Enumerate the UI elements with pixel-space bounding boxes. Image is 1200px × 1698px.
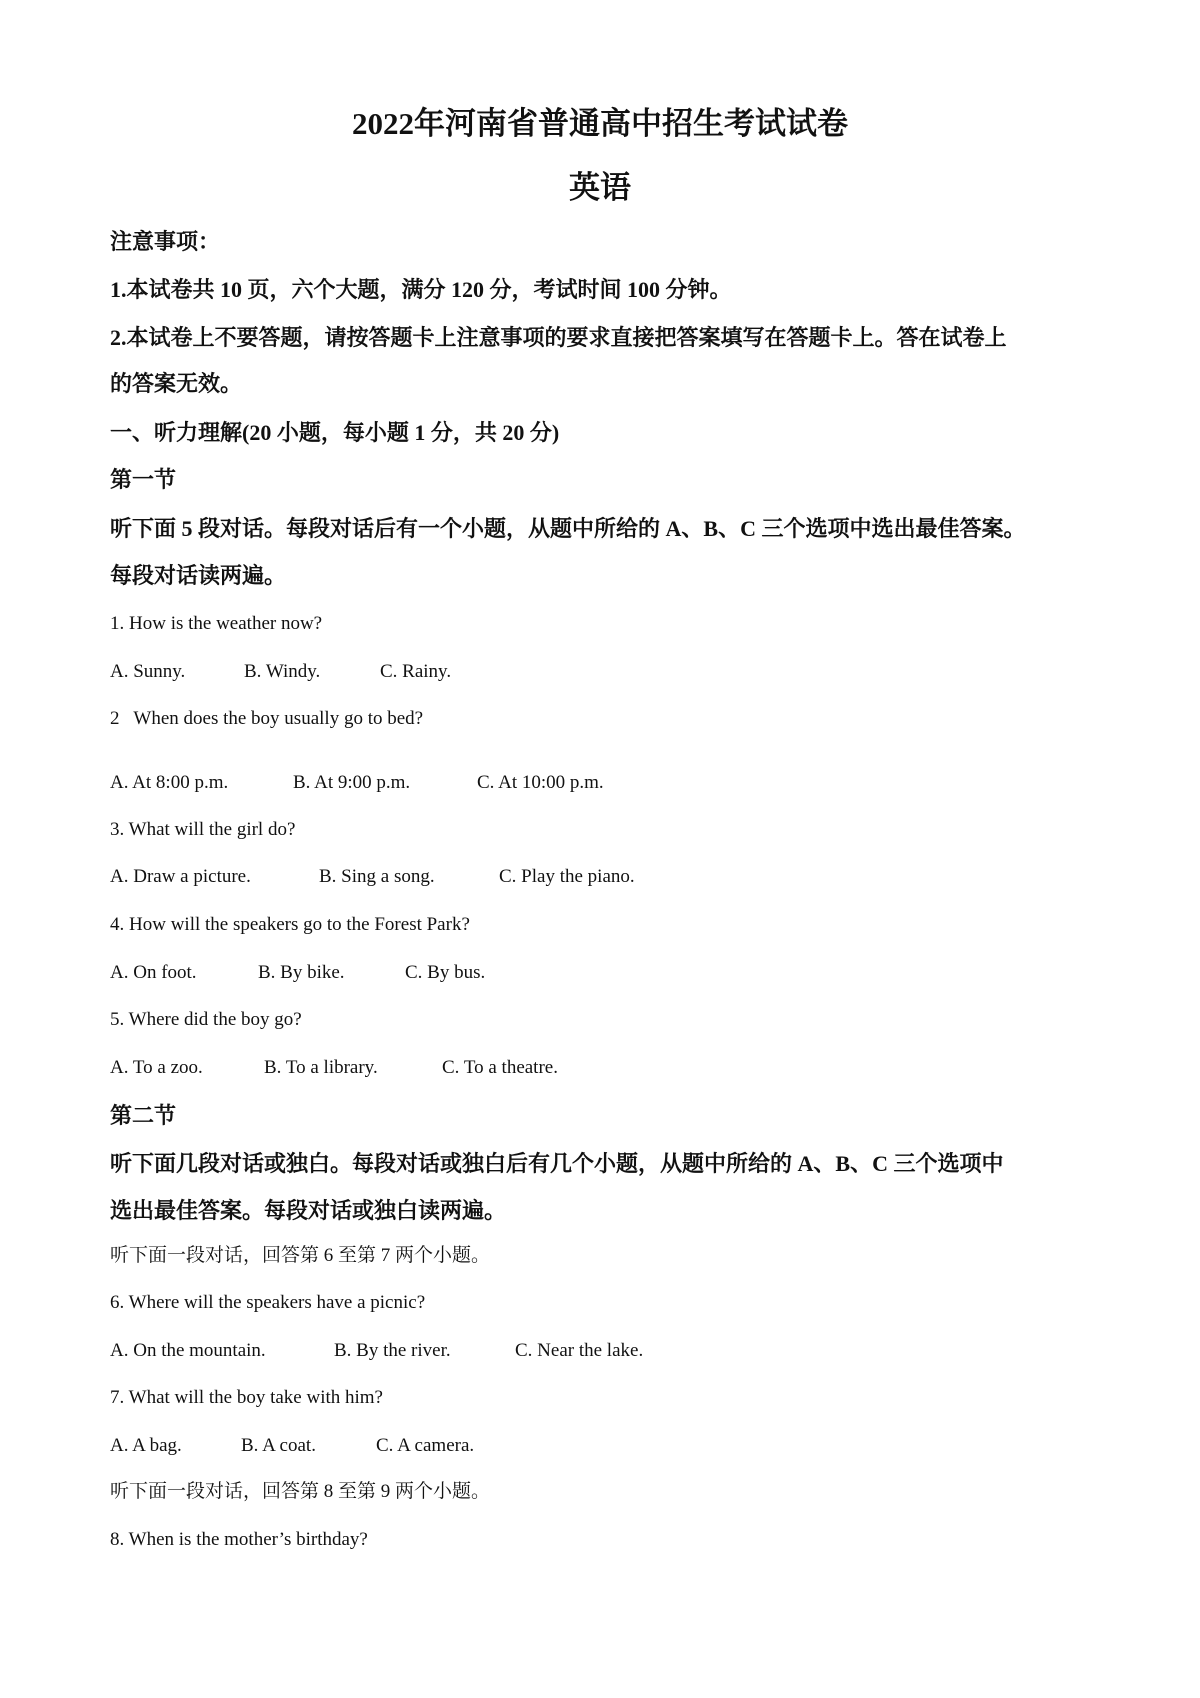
section1-title: 第一节 bbox=[110, 467, 177, 492]
question-7-options bbox=[110, 1433, 1110, 1459]
question-8: 8. When is the mother’s birthday? bbox=[110, 1529, 368, 1550]
question-5: 5. Where did the boy go? bbox=[110, 1009, 302, 1030]
option-b: B. At 9:00 p.m. bbox=[293, 772, 411, 793]
question-1: 1. How is the weather now? bbox=[110, 613, 323, 634]
option-a: A. On foot. bbox=[110, 962, 197, 983]
option-c: C. Rainy. bbox=[380, 661, 452, 682]
question-6-options bbox=[110, 1338, 1110, 1364]
exam-title: 2022年河南省普通高中招生考试试卷 bbox=[352, 106, 848, 141]
option-a: A. On the mountain. bbox=[110, 1340, 266, 1361]
option-b: B. A coat. bbox=[241, 1435, 316, 1456]
dialog-note-6-7: 听下面一段对话，回答第 6 至第 7 两个小题。 bbox=[110, 1245, 491, 1266]
option-c: C. Play the piano. bbox=[499, 866, 635, 887]
note-item-2-cont: 的答案无效。 bbox=[110, 371, 243, 396]
note-item-1: 1.本试卷共 10 页，六个大题，满分 120 分，考试时间 100 分钟。 bbox=[110, 277, 732, 302]
option-a: A. Sunny. bbox=[110, 661, 186, 682]
option-a: A. A bag. bbox=[110, 1435, 182, 1456]
subject-title: 英语 bbox=[569, 170, 631, 205]
question-4-options bbox=[110, 960, 1110, 986]
option-a: A. At 8:00 p.m. bbox=[110, 772, 229, 793]
section1-instructions-cont: 每段对话读两遍。 bbox=[110, 563, 287, 588]
question-1-options bbox=[110, 659, 1110, 685]
option-c: C. At 10:00 p.m. bbox=[477, 772, 604, 793]
section1-instructions: 听下面 5 段对话。每段对话后有一个小题，从题中所给的 A、B、C 三个选项中选出最佳答案。 bbox=[110, 516, 1026, 541]
option-b: B. To a library. bbox=[264, 1057, 378, 1078]
note-item-2: 2.本试卷上不要答题，请按答题卡上注意事项的要求直接把答案填写在答题卡上。答在试卷上 bbox=[110, 325, 1007, 350]
notes-heading: 注意事项： bbox=[110, 229, 221, 254]
question-3: 3. What will the girl do? bbox=[110, 819, 296, 840]
section2-title: 第二节 bbox=[110, 1103, 177, 1128]
option-c: C. Near the lake. bbox=[515, 1340, 644, 1361]
option-c: C. To a theatre. bbox=[442, 1057, 558, 1078]
option-c: C. A camera. bbox=[376, 1435, 475, 1456]
option-a: A. To a zoo. bbox=[110, 1057, 203, 1078]
option-b: B. Windy. bbox=[244, 661, 321, 682]
question-4: 4. How will the speakers go to the Forest Park? bbox=[110, 914, 470, 935]
dialog-note-8-9: 听下面一段对话，回答第 8 至第 9 两个小题。 bbox=[110, 1481, 491, 1502]
question-7: 7. What will the boy take with him? bbox=[110, 1387, 383, 1408]
part-heading: 一、听力理解(20 小题，每小题 1 分，共 20 分) bbox=[110, 420, 560, 445]
question-6: 6. Where will the speakers have a picnic? bbox=[110, 1292, 426, 1313]
option-b: B. By the river. bbox=[334, 1340, 451, 1361]
question-2: 2 When does the boy usually go to bed? bbox=[110, 708, 424, 729]
question-3-options bbox=[110, 864, 1110, 890]
question-5-options bbox=[110, 1055, 1110, 1081]
option-b: B. By bike. bbox=[258, 962, 345, 983]
section2-instructions-cont: 选出最佳答案。每段对话或独白读两遍。 bbox=[110, 1198, 507, 1223]
option-c: C. By bus. bbox=[405, 962, 486, 983]
option-b: B. Sing a song. bbox=[319, 866, 435, 887]
option-a: A. Draw a picture. bbox=[110, 866, 251, 887]
question-2-options bbox=[110, 770, 1110, 796]
section2-instructions: 听下面几段对话或独白。每段对话或独白后有几个小题，从题中所给的 A、B、C 三个选项中 bbox=[110, 1151, 1004, 1176]
